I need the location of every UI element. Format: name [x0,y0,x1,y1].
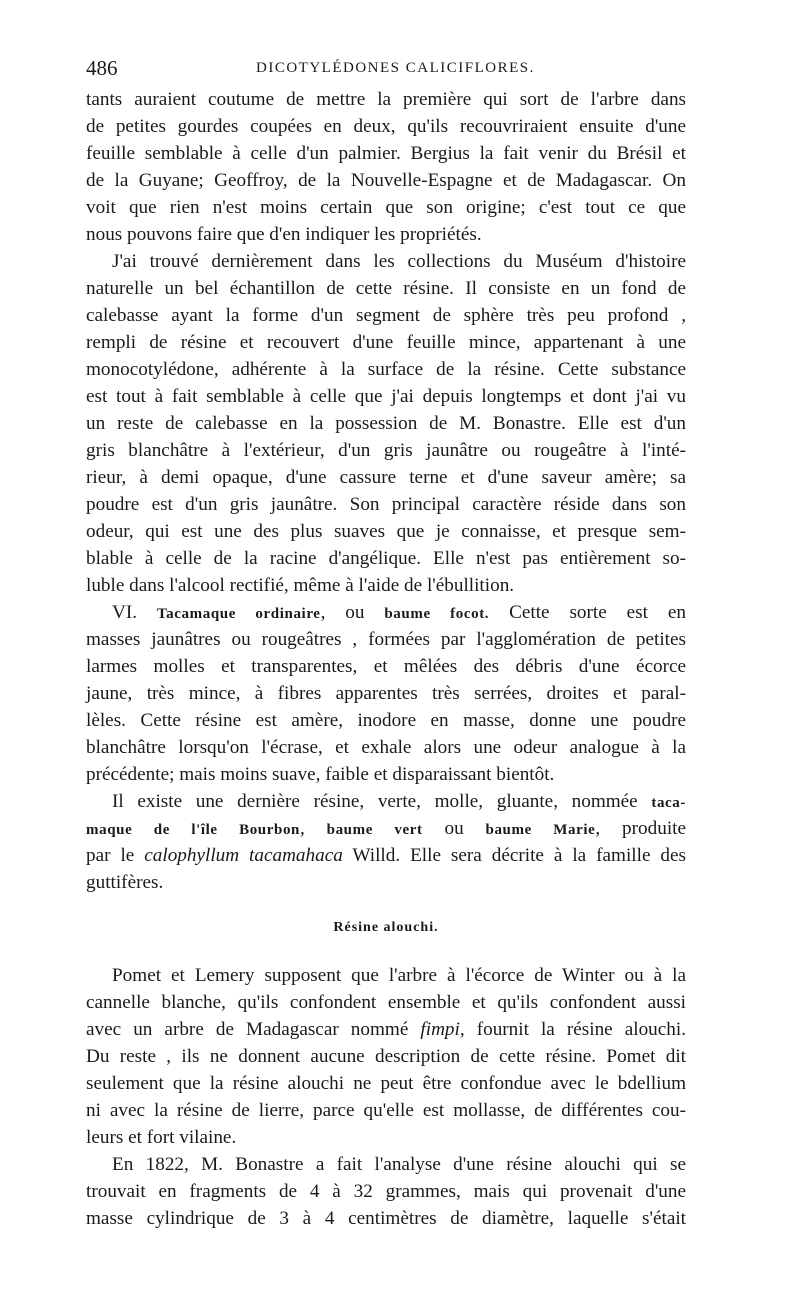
text-line: Du reste , ils ne donnent aucune description de cette résine. Pomet dit [86,1046,686,1067]
text-fragment: Il existe une dernière résine, verte, molle, gluante, nommée [112,791,638,812]
text-line: En 1822, M. Bonastre a fait l'analyse d'une résine alouchi qui se [112,1154,686,1175]
text-fragment: Willd. Elle sera décrite à la famille des [352,845,686,866]
text-fragment: , ou [320,602,365,623]
text-line: odeur, qui est une des plus suaves que je connaisse, et presque sem- [86,521,686,542]
text-line: trouvait en fragments de 4 à 32 grammes, mais qui provenait d'une [86,1181,686,1202]
text-fragment: ou [444,818,464,839]
text-line [86,1016,686,1043]
text-line: tants auraient coutume de mettre la première qui sort de l'arbre dans [86,89,686,110]
species-name: calophyllum tacamahaca [144,845,343,866]
text-line: nous pouvons faire que d'en indiquer les propriétés. [86,224,482,245]
text-fragment: Cette sorte est en [509,602,686,623]
text-line: masse cylindrique de 3 à 4 centimètres de diamètre, laquelle s'était [86,1208,686,1229]
text-line: blanchâtre lorsqu'on l'écrase, et exhale alors une odeur analogue à la [86,737,686,758]
text-line: monocotylédone, adhérente à la surface de la résine. Cette substance [86,359,686,380]
text-line: jaune, très mince, à fibres apparentes très serrées, droites et paral- [86,683,686,704]
text-line [86,842,686,869]
text-fragment: , produite [595,818,687,839]
text-fragment: , [299,818,305,839]
term-baume-marie: baume Marie [485,822,596,838]
text-line: calebasse ayant la forme d'un segment de sphère très peu profond , [86,305,686,326]
term-tacamaque-ordinaire: Tacamaque ordinaire [156,606,321,622]
text-line: J'ai trouvé dernièrement dans les collections du Muséum d'histoire [112,251,686,272]
term-tacamaque: taca- [651,795,686,811]
text-line: leurs et fort vilaine. [86,1127,237,1148]
text-fragment: par le [86,845,135,866]
text-line: guttifères. [86,872,164,893]
text-line: poudre est d'un gris jaunâtre. Son principal caractère réside dans son [86,494,686,515]
text-line: de la Guyane; Geoffroy, de la Nouvelle-Espagne et de Madagascar. On [86,170,686,191]
text-fragment: , fournit la résine alouchi. [459,1019,687,1040]
text-line: larmes molles et transparentes, et mêlées des débris d'une écorce [86,656,686,677]
text-line: est tout à fait semblable à celle que j'ai depuis longtemps et dont j'ai vu [86,386,686,407]
text-line: de petites gourdes coupées en deux, qu'ils recouvriraient ensuite d'une [86,116,686,137]
term-tacamaque-bourbon: maque de l'île Bourbon [86,822,300,838]
section-heading: Résine alouchi. [333,920,439,935]
text-line-vi [112,599,686,626]
text-line: feuille semblable à celle d'un palmier. Bergius la fait venir du Brésil et [86,143,686,164]
text-fragment: avec un arbre de Madagascar nommé [86,1019,409,1040]
text-line: rempli de résine et recouvert d'une feuille mince, appartenant à une [86,332,686,353]
text-line: masses jaunâtres ou rougeâtres , formées par l'agglomération de petites [86,629,686,650]
text-line: ni avec la résine de lierre, parce qu'elle est mollasse, de différentes cou- [86,1100,686,1121]
text-line: un reste de calebasse en la possession de M. Bonastre. Elle est d'un [86,413,686,434]
text-line [86,815,686,842]
term-baume-focot: baume focot. [384,606,490,622]
text-line: précédente; mais moins suave, faible et disparaissant bientôt. [86,764,555,785]
text-line: cannelle blanche, qu'ils confondent ensemble et qu'ils confondent aussi [86,992,686,1013]
text-line: rieur, à demi opaque, d'une cassure terne et d'une saveur amère; sa [86,467,686,488]
page-number: 486 [86,56,118,80]
page-header [86,56,686,84]
term-baume-vert: baume vert [326,822,423,838]
section-numeral: VI. [112,602,138,623]
text-line: voit que rien n'est moins certain que son origine; c'est tout ce que [86,197,686,218]
text-line: naturelle un bel échantillon de cette résine. Il consiste en un fond de [86,278,686,299]
term-fimpi: fimpi [420,1019,460,1040]
running-title: DICOTYLÉDONES CALICIFLORES. [256,60,535,76]
text-line: Pomet et Lemery supposent que l'arbre à l'écorce de Winter ou à la [112,965,686,986]
text-line: blable à celle de la racine d'angélique. Elle n'est pas entièrement so- [86,548,686,569]
text-line: seulement que la résine alouchi ne peut être confondue avec le bdellium [86,1073,686,1094]
text-line: gris blanchâtre à l'extérieur, d'un gris jaunâtre ou rougeâtre à l'inté- [86,440,686,461]
text-line: luble dans l'alcool rectifié, même à l'aide de l'ébullition. [86,575,515,596]
text-line: lèles. Cette résine est amère, inodore en masse, donne une poudre [86,710,686,731]
text-line [112,788,686,815]
